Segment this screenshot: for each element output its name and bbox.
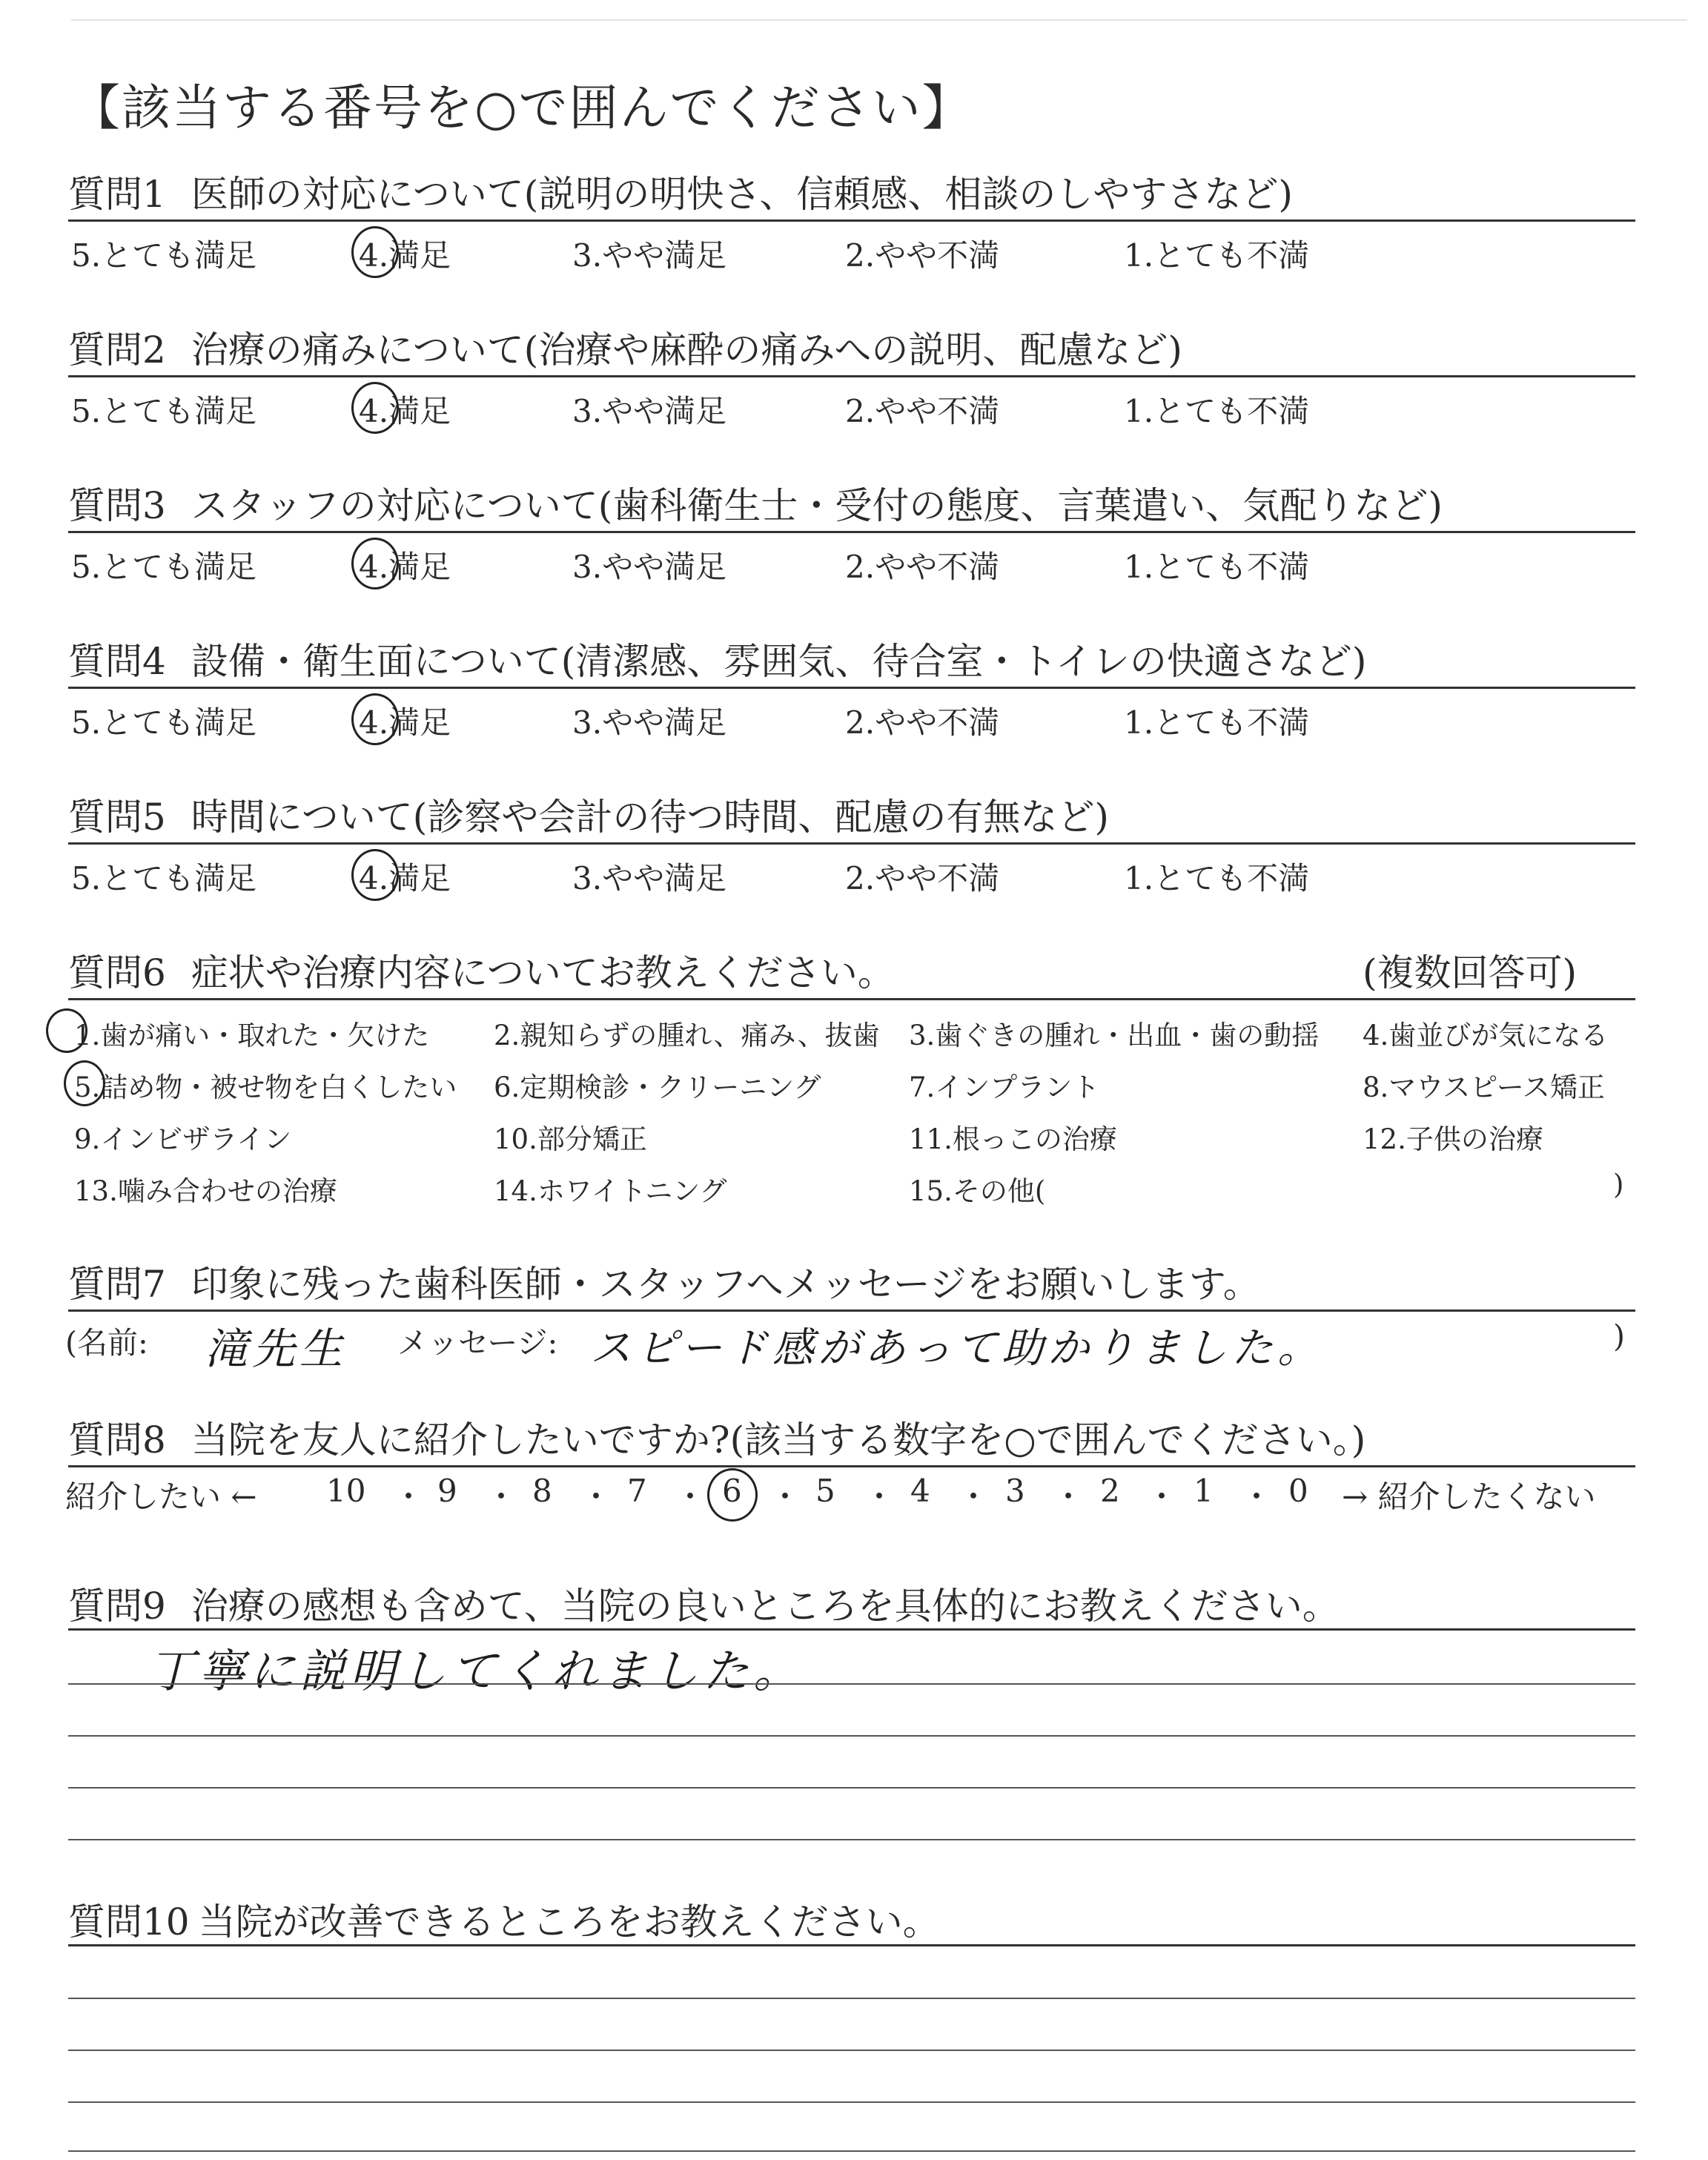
q3-option-3[interactable]: 3.やや満足 — [572, 549, 727, 585]
question-9-rule — [68, 1628, 1635, 1631]
question-6-text: 症状や治療内容についてお教えください。 — [191, 951, 895, 994]
question-4-rule — [68, 687, 1635, 689]
q6-option-5[interactable]: 5.詰め物・被せ物を白くしたい — [74, 1071, 457, 1103]
q6-option-7[interactable]: 7.インプラント — [909, 1071, 1100, 1103]
question-3-heading — [68, 476, 1443, 529]
question-5-heading — [68, 787, 1109, 841]
q3-option-5[interactable]: 5.とても満足 — [71, 549, 257, 585]
question-4-text: 設備・衛生面について(清潔感、雰囲気、待合室・トイレの快適さなど) — [191, 640, 1367, 683]
question-9-heading — [68, 1576, 1340, 1630]
question-10-heading — [68, 1892, 940, 1946]
q8-separator: ・ — [769, 1479, 801, 1515]
q5-option-1[interactable]: 1.とても不満 — [1124, 860, 1310, 896]
q1-option-2[interactable]: 2.やや不満 — [845, 237, 1000, 274]
question-2-rule — [68, 375, 1635, 377]
question-6-rule — [68, 998, 1635, 1000]
q8-separator: ・ — [675, 1479, 706, 1515]
q6-option-15[interactable]: 15.その他( — [909, 1175, 1046, 1207]
question-9-label: 質問9 — [68, 1585, 166, 1628]
question-3-text: スタッフの対応について(歯科衛生士・受付の態度、言葉遣い、気配りなど) — [191, 484, 1443, 527]
q6-option-12[interactable]: 12.子供の治療 — [1363, 1123, 1543, 1155]
q4-option-1[interactable]: 1.とても不満 — [1124, 704, 1310, 741]
q8-scale-2[interactable]: 2 — [1100, 1473, 1120, 1509]
question-6-note: (複数回答可) — [1363, 951, 1578, 994]
question-1-label: 質問1 — [68, 173, 166, 216]
q6-option-14[interactable]: 14.ホワイトニング — [494, 1175, 727, 1207]
q8-scale-1[interactable]: 1 — [1194, 1473, 1214, 1509]
q3-option-2[interactable]: 2.やや不満 — [845, 549, 1000, 585]
q8-separator: ・ — [393, 1479, 425, 1515]
q6-selection-circle-1 — [46, 1008, 87, 1053]
question-2-label: 質問2 — [68, 328, 166, 371]
question-10-rule — [68, 1944, 1635, 1946]
q6-option-3[interactable]: 3.歯ぐきの腫れ・出血・歯の動揺 — [909, 1020, 1320, 1051]
q8-scale-0[interactable]: 0 — [1288, 1473, 1308, 1509]
q3-option-1[interactable]: 1.とても不満 — [1124, 549, 1310, 585]
page-top-border — [71, 19, 1687, 21]
question-7-label: 質問7 — [68, 1263, 166, 1306]
question-3-label: 質問3 — [68, 484, 166, 527]
q6-option-15-close: ) — [1613, 1169, 1624, 1200]
q8-separator: ・ — [958, 1479, 990, 1515]
q7-name-value[interactable]: 滝先生 — [205, 1324, 348, 1374]
q8-selection-circle — [707, 1468, 758, 1522]
q6-option-11[interactable]: 11.根っこの治療 — [909, 1123, 1117, 1155]
q8-scale-6[interactable]: 6 — [722, 1473, 742, 1509]
question-7-heading — [68, 1255, 1260, 1308]
question-9-text: 治療の感想も含めて、当院の良いところを具体的にお教えください。 — [191, 1585, 1340, 1628]
q8-scale-8[interactable]: 8 — [532, 1473, 552, 1509]
q8-scale-9[interactable]: 9 — [437, 1473, 457, 1509]
question-10-text: 当院が改善できるところをお教えください。 — [198, 1900, 940, 1943]
question-7-text: 印象に残った歯科医師・スタッフへメッセージをお願いします。 — [191, 1263, 1260, 1306]
q4-option-4[interactable]: 4.満足 — [359, 704, 451, 741]
q7-close-paren: ) — [1613, 1318, 1625, 1354]
q6-option-10[interactable]: 10.部分矯正 — [494, 1123, 647, 1155]
question-2-text: 治療の痛みについて(治療や麻酔の痛みへの説明、配慮など) — [191, 328, 1182, 371]
q6-option-4[interactable]: 4.歯並びが気になる — [1363, 1020, 1609, 1051]
question-3-rule — [68, 531, 1635, 533]
q4-option-3[interactable]: 3.やや満足 — [572, 704, 727, 741]
q1-option-3[interactable]: 3.やや満足 — [572, 237, 727, 274]
q5-option-5[interactable]: 5.とても満足 — [71, 860, 257, 896]
question-8-heading — [68, 1410, 1366, 1464]
q8-left-label: 紹介したい ← — [65, 1479, 257, 1515]
q9-answer-line — [68, 1735, 1635, 1737]
question-4-label: 質問4 — [68, 640, 166, 683]
q2-selection-circle — [351, 382, 399, 434]
question-1-heading — [68, 165, 1293, 218]
q10-answer-line — [68, 1998, 1635, 1999]
q10-answer-line — [68, 2150, 1635, 2152]
question-6-heading — [68, 943, 895, 997]
q8-separator: ・ — [1146, 1479, 1178, 1515]
q10-answer-line — [68, 2101, 1635, 2103]
q7-message-value[interactable]: スピード感があって助かりました。 — [590, 1324, 1324, 1373]
question-5-rule — [68, 842, 1635, 845]
q6-option-6[interactable]: 6.定期検診・クリーニング — [494, 1071, 821, 1103]
q5-selection-circle — [351, 849, 399, 901]
q8-separator: ・ — [1241, 1479, 1273, 1515]
q8-scale-5[interactable]: 5 — [815, 1473, 835, 1509]
q8-separator: ・ — [1053, 1479, 1085, 1515]
q6-option-9[interactable]: 9.インビザライン — [74, 1123, 292, 1155]
question-5-label: 質問5 — [68, 796, 166, 839]
q8-separator: ・ — [864, 1479, 896, 1515]
question-8-label: 質問8 — [68, 1418, 166, 1462]
question-1-rule — [68, 219, 1635, 222]
q8-separator: ・ — [580, 1479, 612, 1515]
question-7-rule — [68, 1309, 1635, 1312]
question-2-heading — [68, 320, 1182, 374]
q4-selection-circle — [351, 693, 399, 745]
question-6-label: 質問6 — [68, 951, 166, 994]
q10-answer-line — [68, 2050, 1635, 2051]
q2-option-1[interactable]: 1.とても不満 — [1124, 393, 1310, 429]
q6-selection-circle-5 — [64, 1060, 105, 1106]
q7-message-label: メッセージ: — [397, 1325, 558, 1361]
page-title: 【該当する番号を○で囲んでください】 — [71, 79, 973, 136]
question-1-text: 医師の対応について(説明の明快さ、信頼感、相談のしやすさなど) — [191, 173, 1293, 216]
q8-scale-10[interactable]: 10 — [326, 1473, 366, 1509]
q5-option-2[interactable]: 2.やや不満 — [845, 860, 1000, 896]
q5-option-4[interactable]: 4.満足 — [359, 860, 451, 896]
question-8-text: 当院を友人に紹介したいですか?(該当する数字を○で囲んでください。) — [191, 1418, 1366, 1462]
q2-option-3[interactable]: 3.やや満足 — [572, 393, 727, 429]
q1-option-1[interactable]: 1.とても不満 — [1124, 237, 1310, 274]
q5-option-3[interactable]: 3.やや満足 — [572, 860, 727, 896]
q8-scale-4[interactable]: 4 — [910, 1473, 930, 1509]
question-4-heading — [68, 632, 1366, 685]
q1-option-5[interactable]: 5.とても満足 — [71, 237, 257, 274]
question-8-rule — [68, 1465, 1635, 1467]
q6-option-1[interactable]: 1.歯が痛い・取れた・欠けた — [74, 1020, 430, 1051]
question-5-text: 時間について(診察や会計の待つ時間、配慮の有無など) — [191, 796, 1109, 839]
q8-right-label: → 紹介したくない — [1342, 1479, 1596, 1515]
q4-option-5[interactable]: 5.とても満足 — [71, 704, 257, 741]
q2-option-5[interactable]: 5.とても満足 — [71, 393, 257, 429]
q3-selection-circle — [351, 538, 399, 589]
q6-option-8[interactable]: 8.マウスピース矯正 — [1363, 1071, 1605, 1103]
q2-option-2[interactable]: 2.やや不満 — [845, 393, 1000, 429]
q3-option-4[interactable]: 4.満足 — [359, 549, 451, 585]
q9-answer-line — [68, 1787, 1635, 1789]
q6-option-13[interactable]: 13.噛み合わせの治療 — [74, 1175, 337, 1207]
q8-separator: ・ — [486, 1479, 517, 1515]
q4-option-2[interactable]: 2.やや不満 — [845, 704, 1000, 741]
q1-selection-circle — [351, 226, 399, 278]
q2-option-4[interactable]: 4.満足 — [359, 393, 451, 429]
q9-answer-line — [68, 1683, 1635, 1685]
q7-name-label: (名前: — [65, 1325, 148, 1361]
q8-scale-3[interactable]: 3 — [1005, 1473, 1025, 1509]
q8-scale-7[interactable]: 7 — [627, 1473, 647, 1509]
q6-option-2[interactable]: 2.親知らずの腫れ、痛み、抜歯 — [494, 1020, 880, 1051]
q1-option-4[interactable]: 4.満足 — [359, 237, 451, 274]
q9-answer[interactable]: 丁寧に説明してくれました。 — [148, 1644, 804, 1698]
question-10-label: 質問10 — [68, 1900, 190, 1943]
q9-answer-line — [68, 1839, 1635, 1840]
